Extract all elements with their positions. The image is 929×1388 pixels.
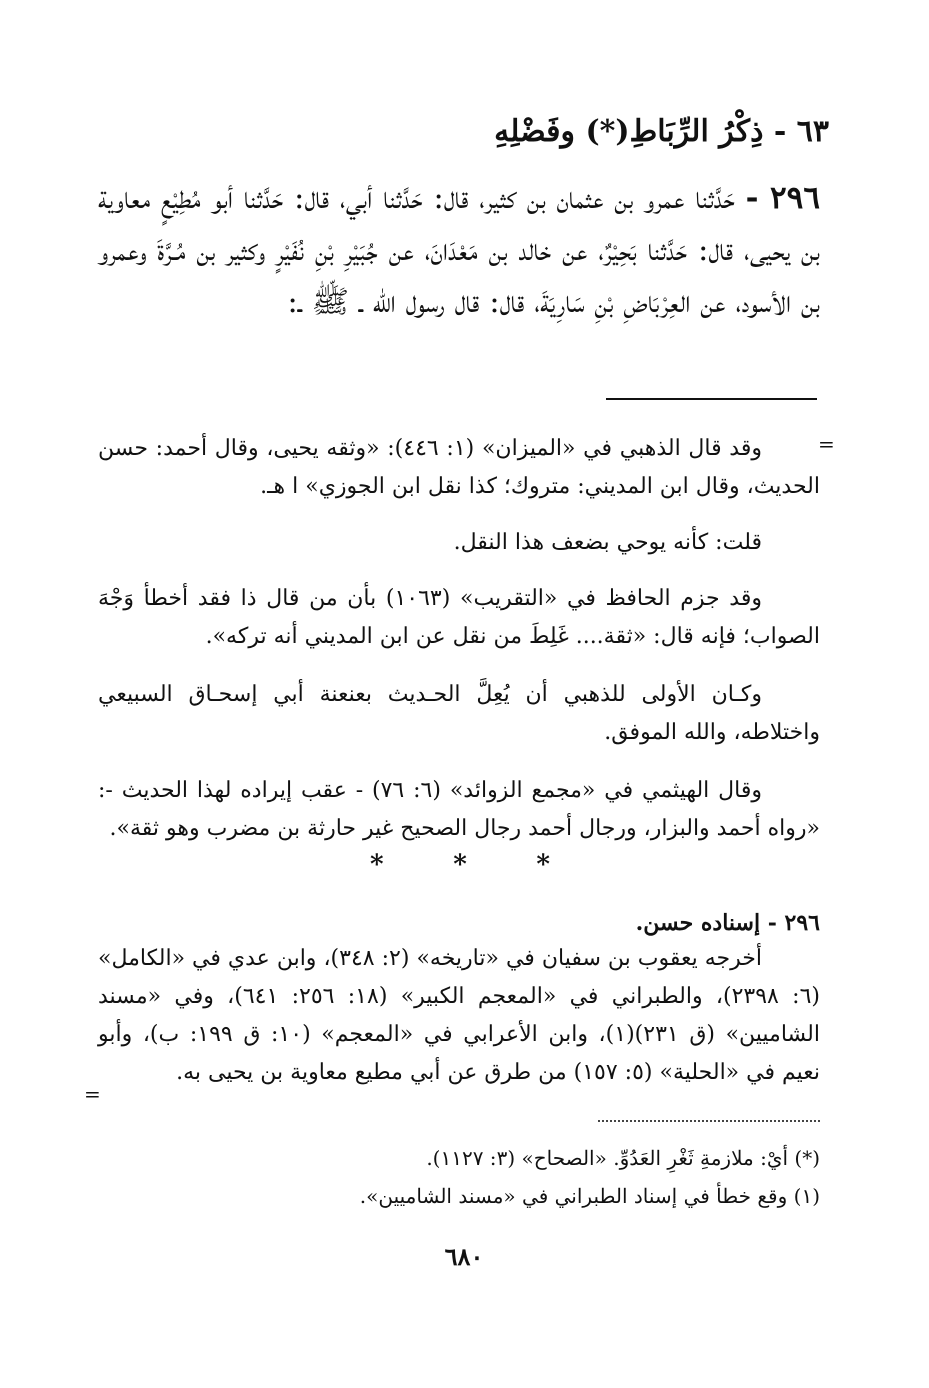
hadith-number: ٢٩٦ - <box>745 180 820 216</box>
takhrij-body: أخرجه يعقوب بن سفيان في «تاريخه» (٢: ٣٤٨)، وابن عدي في «الكامل» (٦: ٢٣٩٨)، والطبراني في «المعجم الكبير» (١٨: ٢٥٦: ٦٤١)، وفي «مسند الشاميين» (ق ٢٣١)(١)، وابن الأعرابي في «المعجم» (١٠: ق ١٩٩: ب)، وأبو نعيم في «الحلية» (٥: ١٥٧) من طرق عن أبي مطيع معاوية بن يحيى به. <box>98 946 820 1085</box>
takhrij-heading: ٢٩٦ - إسناده حسن. <box>635 910 820 936</box>
continuation-mark-bottom: = <box>84 1082 101 1106</box>
star-glyph: * <box>370 850 384 880</box>
hadith-text <box>98 172 820 328</box>
star-glyph: * <box>536 850 550 880</box>
note-paragraph-2: قلت: كأنه يوحي بضعف هذا النقل. <box>453 530 762 555</box>
footnote-star: (*) أيْ: ملازمةِ ثَغْرِ العَدُوِّ. «الصحاح» (٣: ١١٢٧). <box>426 1146 820 1170</box>
note-paragraph-4: وكـان الأولى للذهبي أن يُعِلَّ الحـديث بعنعنة أبي إسحـاق السبيعي واختلاطه، والله الموفق. <box>98 682 820 745</box>
section-divider-stars <box>370 850 550 880</box>
note-paragraph-1: وقد قال الذهبي في «الميزان» (١: ٤٤٦): «وثقه يحيى، وقال أحمد: حسن الحديث، وقال ابن المديني: متروك؛ كذا نقل ابن الجوزي» ا هـ. <box>98 436 820 499</box>
hadith-isnad: حَدَّثنا عمرو بن عثمان بن كثير، قال: حَدَّثنا أبي، قال: حَدَّثنا أبو مُطِيْعٍ معاوية بن يحيى، قال: حَدَّثنا بَحِيْرٌ، عن خالد بن مَعْدَانَ، عن جُبَيْرِ بْنِ نُفَيْرٍ وكثير بن مُـرَّةَ وعمرو بن الأسود، عن العِرْبَاضِ بْنِ سَارِيَةَ، قال: قال رسول الله ـ ﷺ ـ: <box>98 180 820 320</box>
page-number: ٦٨٠ <box>444 1242 484 1271</box>
chapter-title: ٦٣ - ذِكْرُ الرِّبَاطِ(*) وفَضْلِهِ <box>494 114 829 149</box>
separator-rule <box>606 398 817 400</box>
note-paragraph-3: وقد جزم الحافظ في «التقريب» (١٠٦٣) بأن من قال ذا فقد أخطأ وَجْهَ الصواب؛ فإنه قال: «ثقة.... غَلِطَ من نقل عن ابن المديني أنه تركه». <box>98 586 820 649</box>
footnote-one: (١) وقع خطأ في إسناد الطبراني في «مسند الشاميين». <box>359 1184 820 1208</box>
footnote-separator <box>598 1120 820 1122</box>
continuation-mark-top: = <box>818 432 835 456</box>
star-glyph: * <box>453 850 467 880</box>
note-paragraph-5: وقال الهيثمي في «مجمع الزوائد» (٦: ٧٦) - عقب إيراده لهذا الحديث -: «رواه أحمد والبزار، ورجال أحمد رجال الصحيح غير حارثة بن مضرب وهو ثقة». <box>98 778 820 841</box>
